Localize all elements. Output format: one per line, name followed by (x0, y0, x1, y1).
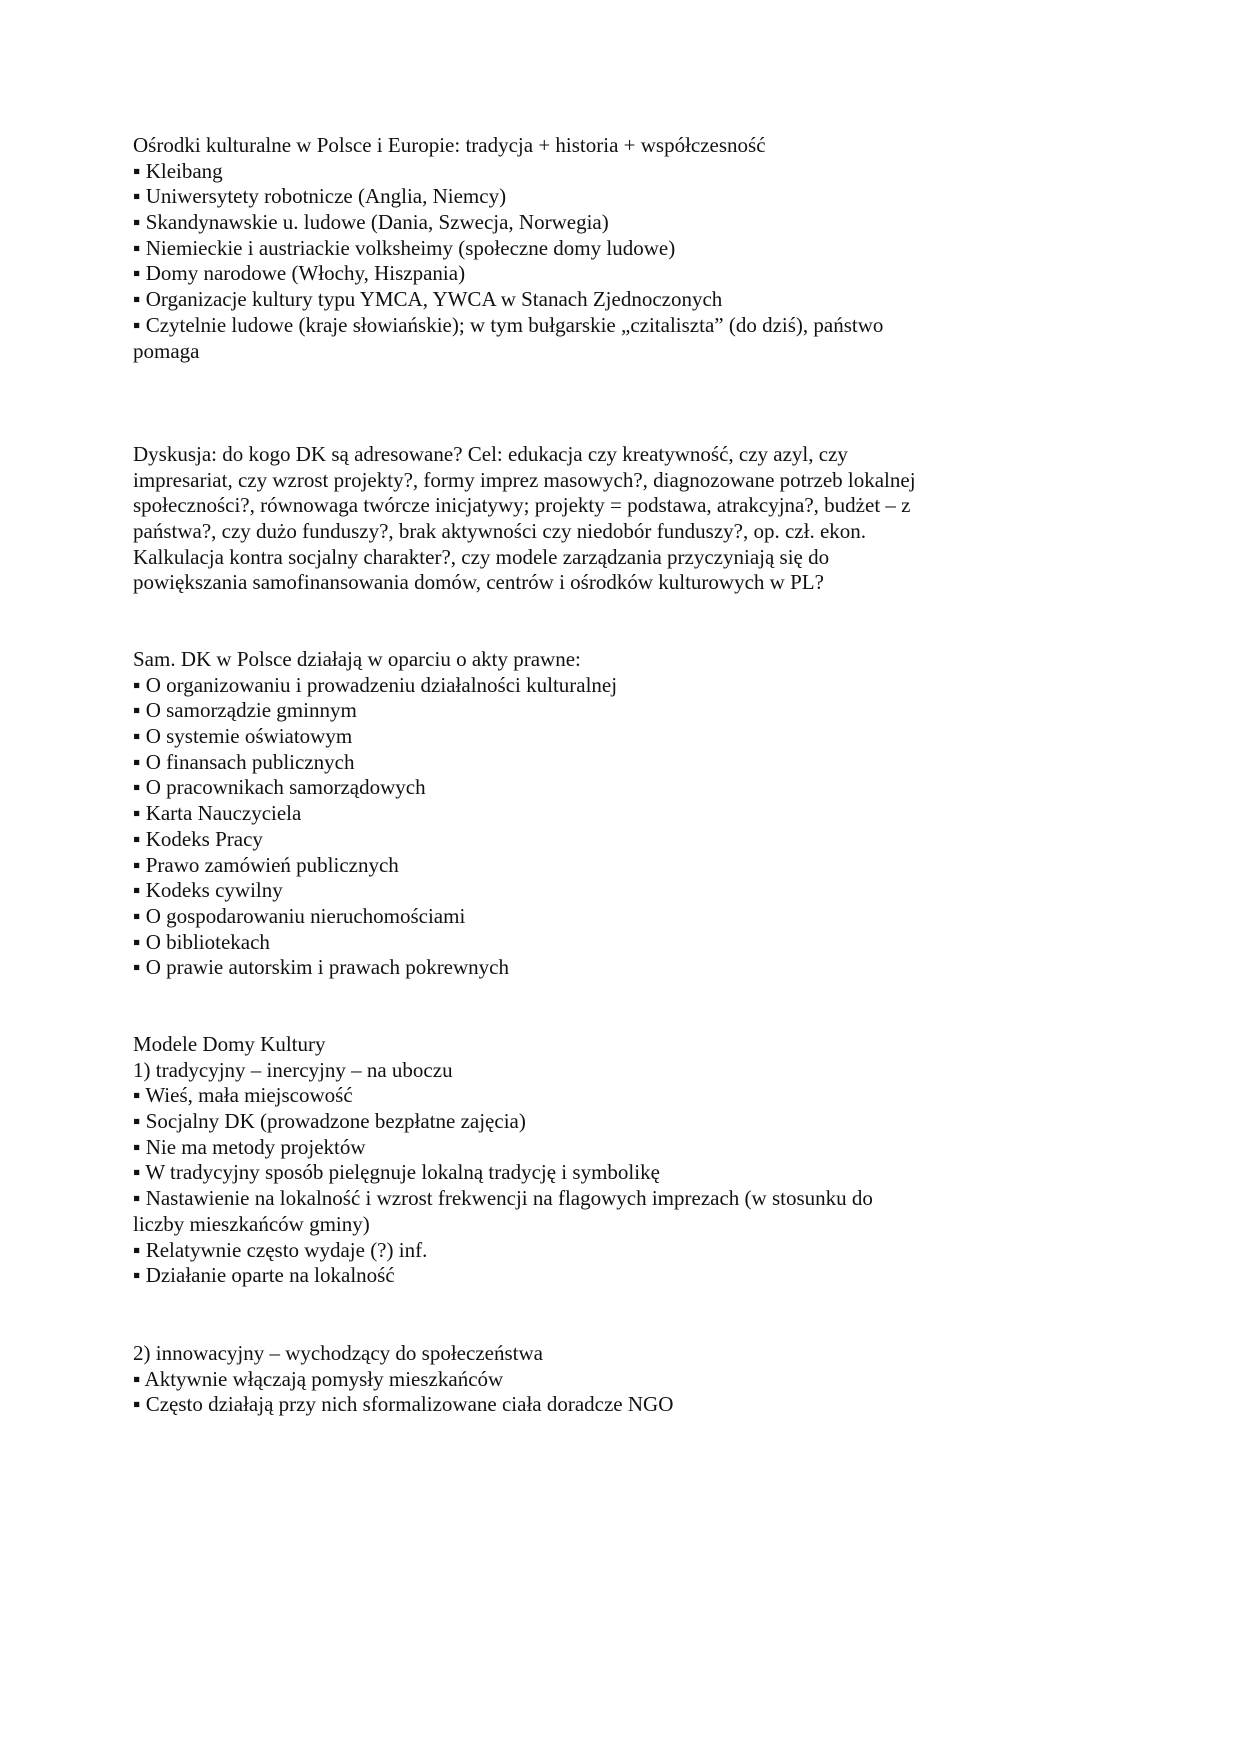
list-item: ▪ Karta Nauczyciela (133, 801, 302, 826)
list-item: ▪ Domy narodowe (Włochy, Hiszpania) (133, 261, 466, 286)
list-item: ▪ Działanie oparte na lokalność (133, 1263, 395, 1288)
list-item: ▪ Niemieckie i austriackie volksheimy (społeczne domy ludowe) (133, 235, 676, 260)
list-item: ▪ O prawie autorskim i prawach pokrewnych (133, 955, 509, 980)
list-item: ▪ Prawo zamówień publicznych (133, 852, 399, 877)
list-item: ▪ Kodeks Pracy (133, 826, 263, 851)
section-discussion (133, 442, 916, 596)
list-item: ▪ Często działają przy nich sformalizowane ciała doradcze NGO (133, 1392, 674, 1417)
list-item: ▪ O samorządzie gminnym (133, 698, 357, 723)
list-item-continuation: liczby mieszkańców gminy) (133, 1211, 370, 1236)
subheading: 1) tradycyjny – inercyjny – na uboczu (133, 1057, 453, 1082)
list-item: ▪ O gospodarowaniu nieruchomościami (133, 903, 466, 928)
list-item: ▪ O systemie oświatowym (133, 724, 353, 749)
list-item: ▪ Czytelnie ludowe (kraje słowiańskie); w tym bułgarskie „czitaliszta” (do dziś), państwo (133, 312, 884, 337)
list-item: ▪ Wieś, mała miejscowość (133, 1083, 353, 1108)
list-item: ▪ W tradycyjny sposób pielęgnuje lokalną tradycję i symbolikę (133, 1160, 660, 1185)
paragraph-line: Kalkulacja kontra socjalny charakter?, czy modele zarządzania przyczyniają się do (133, 544, 830, 569)
paragraph-line: powiększania samofinansowania domów, centrów i ośrodków kulturowych w PL? (133, 570, 824, 595)
paragraph-line: państwa?, czy dużo funduszy?, brak aktywności czy niedobór funduszy?, op. czł. ekon. (133, 519, 867, 544)
list-item: ▪ O bibliotekach (133, 929, 270, 954)
paragraph-line: społeczności?, równowaga twórcze inicjatywy; projekty = podstawa, atrakcyjna?, budżet – z (133, 493, 911, 518)
section-heading: Sam. DK w Polsce działają w oparciu o akty prawne: (133, 647, 581, 671)
paragraph-line: impresariat, czy wzrost projekty?, formy imprez masowych?, diagnozowane potrzeb lokalnej (133, 467, 916, 492)
list-item: ▪ Uniwersytety robotnicze (Anglia, Niemcy) (133, 184, 507, 209)
list-item: ▪ Skandynawskie u. ludowe (Dania, Szwecja, Norwegia) (133, 210, 609, 235)
list-item: ▪ O organizowaniu i prowadzeniu działalności kulturalnej (133, 672, 618, 697)
list-item: ▪ O finansach publicznych (133, 749, 355, 774)
section-heading: Ośrodki kulturalne w Polsce i Europie: tradycja + historia + współczesność (133, 133, 766, 157)
section-models-innovative (133, 1341, 673, 1418)
section-legal-acts (133, 647, 617, 981)
list-item: ▪ Organizacje kultury typu YMCA, YWCA w Stanach Zjednoczonych (133, 287, 723, 312)
list-item: ▪ Kodeks cywilny (133, 878, 283, 903)
list-item: ▪ Socjalny DK (prowadzone bezpłatne zajęcia) (133, 1109, 526, 1134)
paragraph-line: Dyskusja: do kogo DK są adresowane? Cel: edukacja czy kreatywność, czy azyl, czy (133, 442, 848, 466)
section-heading: Modele Domy Kultury (133, 1032, 326, 1056)
subheading: 2) innowacyjny – wychodzący do społeczeństwa (133, 1341, 543, 1365)
section-models-traditional (133, 1032, 873, 1289)
list-item: ▪ Aktywnie włączają pomysły mieszkańców (133, 1366, 504, 1391)
section-cultural-centers (133, 133, 883, 364)
list-item: ▪ Nastawienie na lokalność i wzrost frekwencji na flagowych imprezach (w stosunku do (133, 1186, 873, 1211)
list-item-continuation: pomaga (133, 338, 200, 363)
list-item: ▪ Relatywnie często wydaje (?) inf. (133, 1237, 428, 1262)
list-item: ▪ O pracownikach samorządowych (133, 775, 426, 800)
list-item: ▪ Kleibang (133, 158, 223, 183)
list-item: ▪ Nie ma metody projektów (133, 1134, 366, 1159)
